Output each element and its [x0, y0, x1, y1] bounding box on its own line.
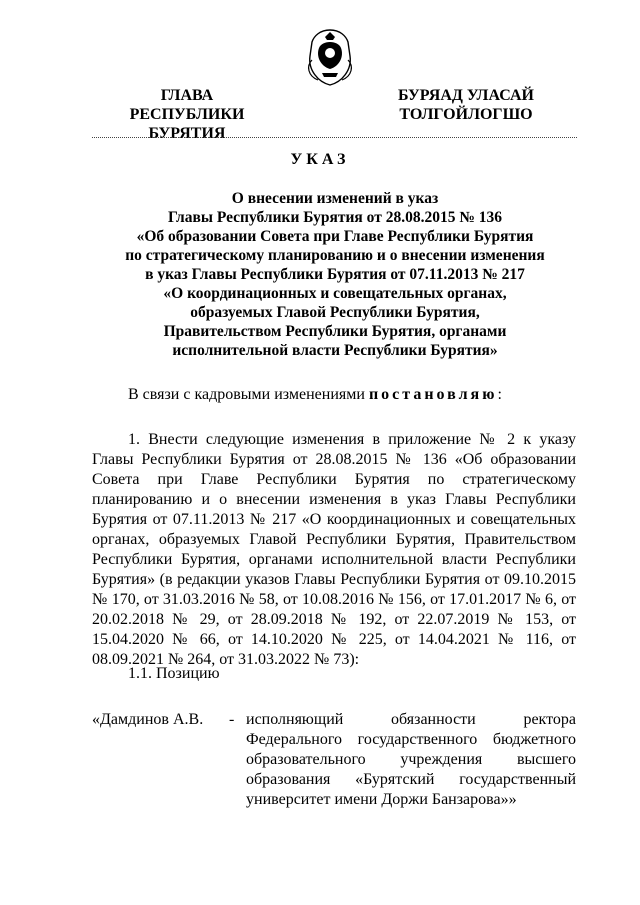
document-subject	[120, 189, 550, 360]
header-divider	[92, 137, 577, 138]
document-title: УКАЗ	[290, 151, 350, 168]
issuer-header-ru-line1: ГЛАВА	[160, 87, 214, 104]
subject-line: «О координационных и совещательных органах,	[163, 285, 507, 302]
issuer-header-bua	[382, 86, 550, 124]
republic-coat-of-arms-icon	[300, 26, 360, 88]
issuer-header-bua-line1: БУРЯАД УЛАСАЙ	[398, 87, 534, 104]
subject-line: О внесении изменений в указ	[231, 190, 439, 207]
subject-line: Правительством Республики Бурятия, органами	[163, 323, 507, 340]
issuer-header-ru	[92, 86, 282, 143]
item-1-paragraph: 1. Внести следующие изменения в приложение № 2 к указу Главы Республики Бурятия от 28.08.2015 № 136 «Об образовании Совета при Главе Республики Бурятия по стратегическому планированию и о внесении изменения в указ Главы Республики Бурятия от 07.11.2013 № 217 «О координационных и совещательных органах, образуемых Главой Республики Бурятия, Правительством Республики Бурятия, органами исполнительной власти Республики Бурятия» (в редакции указов Главы Республики Бурятия от 09.10.2015 № 170, от 31.03.2016 № 58, от 10.08.2016 № 156, от 17.01.2017 № 6, от 20.02.2018 № 29, от 28.09.2018 № 192, от 22.07.2019 № 153, от 15.04.2020 № 66, от 14.10.2020 № 225, от 14.04.2021 № 116, от 08.09.2021 № 264, от 31.03.2022 № 73):	[92, 431, 576, 668]
subject-line: образуемых Главой Республики Бурятия,	[190, 304, 480, 321]
subject-line: Главы Республики Бурятия от 28.08.2015 № 136	[167, 209, 503, 226]
issuer-header-bua-line2: ТОЛГОЙЛОГШО	[399, 106, 533, 123]
subject-line: в указ Главы Республики Бурятия от 07.11.2013 № 217	[145, 266, 525, 283]
position-dash: -	[229, 711, 235, 728]
intro-colon: :	[497, 386, 502, 403]
subject-line: «Об образовании Совета при Главе Республики Бурятия	[136, 228, 534, 245]
position-description: исполняющий обязанности ректора Федерального государственного бюджетного образовательного учреждения высшего образования «Бурятский государственный университет имени Доржи Банзарова»»	[246, 711, 576, 808]
intro-paragraph	[92, 385, 576, 405]
issuer-header-ru-line2: РЕСПУБЛИКИ БУРЯТИЯ	[129, 106, 245, 142]
intro-text: В связи с кадровыми изменениями	[128, 386, 369, 403]
item-1-1-paragraph: 1.1. Позицию	[128, 665, 220, 682]
position-person-name: «Дамдинов А.В.	[92, 711, 204, 728]
subject-line: исполнительной власти Республики Бурятия»	[172, 342, 498, 359]
subject-line: по стратегическому планированию и о внесении изменения	[125, 247, 545, 264]
decree-keyword: постановляю	[368, 386, 498, 403]
